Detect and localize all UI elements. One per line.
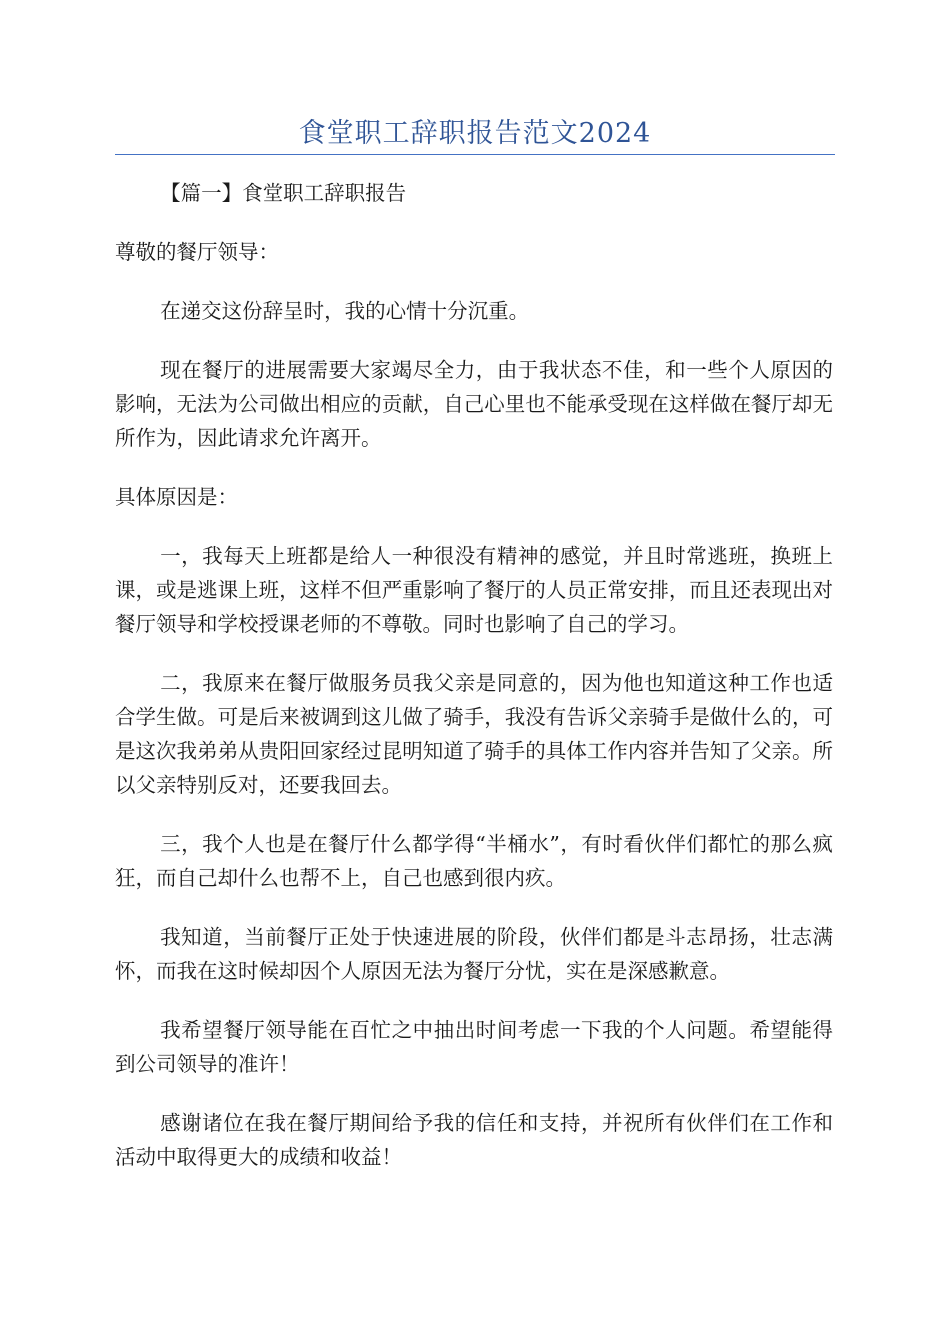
- document-title: 食堂职工辞职报告范文2024: [298, 118, 652, 149]
- closing-paragraph: 感谢诸位在我在餐厅期间给予我的信任和支持，并祝所有伙伴们在工作和活动中取得更大的成绩和收益！: [115, 1111, 833, 1169]
- reason-three: 三，我个人也是在餐厅什么都学得“半桶水”，有时看伙伴们都忙的那么疯狂，而自己却什么也帮不上，自己也感到很内疚。: [115, 832, 833, 890]
- section-heading: 【篇一】食堂职工辞职报告: [160, 181, 407, 205]
- paragraph: 我希望餐厅领导能在百忙之中抽出时间考虑一下我的个人问题。希望能得到公司领导的准许！: [115, 1018, 833, 1076]
- reason-two: 二，我原来在餐厅做服务员我父亲是同意的，因为他也知道这种工作也适合学生做。可是后来被调到这儿做了骑手，我没有告诉父亲骑手是做什么的，可是这次我弟弟从贵阳回家经过昆明知道了骑手的具体工作内容并告知了父亲。所以父亲特别反对，还要我回去。: [115, 671, 833, 797]
- paragraph: 我知道，当前餐厅正处于快速进展的阶段，伙伴们都是斗志昂扬，壮志满怀，而我在这时候却因个人原因无法为餐厅分忧，实在是深感歉意。: [115, 925, 833, 983]
- paragraph: 现在餐厅的进展需要大家竭尽全力，由于我状态不佳，和一些个人原因的影响，无法为公司做出相应的贡献，自己心里也不能承受现在这样做在餐厅却无所作为，因此请求允许离开。: [115, 358, 833, 450]
- title-underline: [115, 154, 835, 155]
- salutation: 尊敬的餐厅领导：: [115, 240, 279, 264]
- paragraph: 在递交这份辞呈时，我的心情十分沉重。: [160, 299, 530, 323]
- reasons-heading: 具体原因是：: [115, 485, 238, 509]
- document-body: [115, 176, 833, 1199]
- reason-one: 一，我每天上班都是给人一种很没有精神的感觉，并且时常逃班，换班上课，或是逃课上班，这样不但严重影响了餐厅的人员正常安排，而且还表现出对餐厅领导和学校授课老师的不尊敬。同时也影响了自己的学习。: [115, 544, 833, 636]
